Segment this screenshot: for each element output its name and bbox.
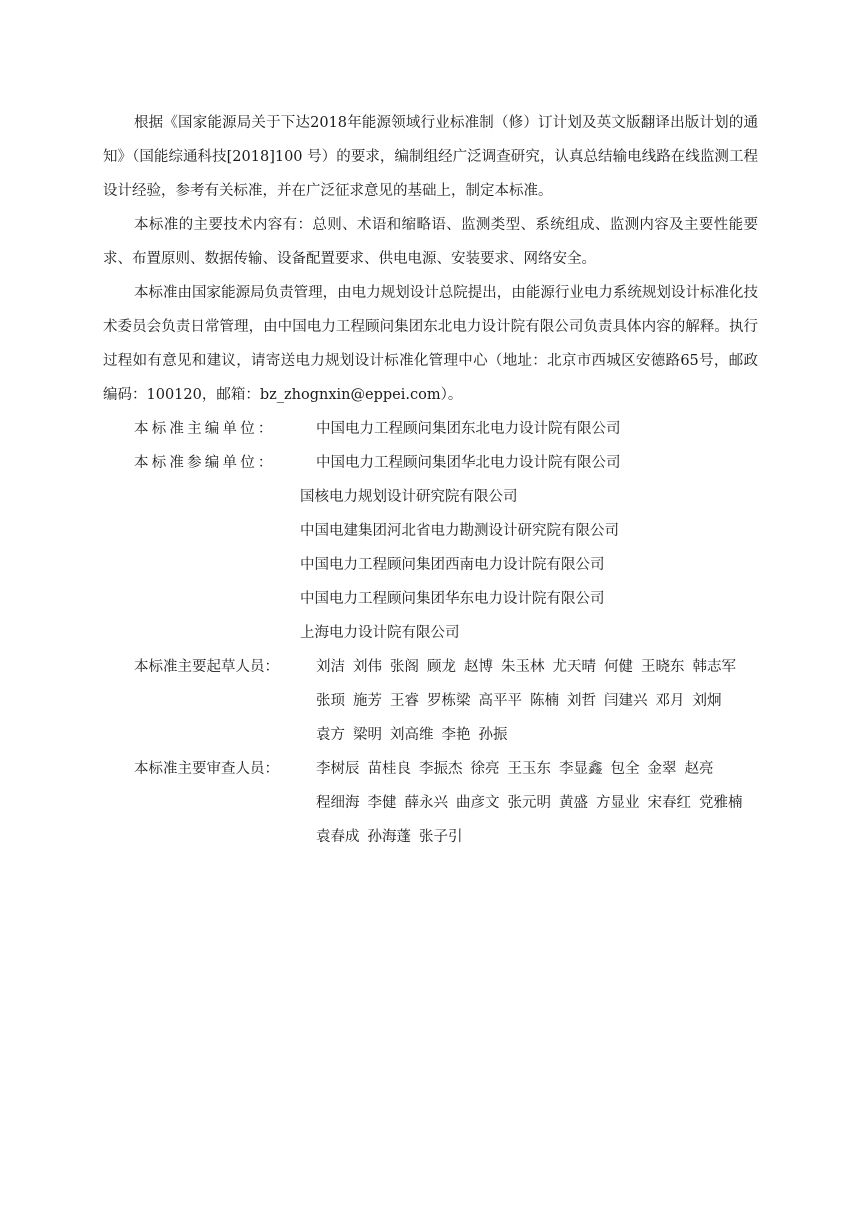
paragraph-main-content: 本标准的主要技术内容有：总则、术语和缩略语、监测类型、系统组成、监测内容及主要性能要求、布置原则、数据传输、设备配置要求、供电电源、安装要求、网络安全。	[103, 217, 758, 267]
participating-unit: 中国电力工程顾问集团华北电力设计院有限公司	[316, 455, 621, 471]
person-name: 刘高维	[390, 727, 434, 743]
person-name: 张子引	[419, 829, 463, 845]
person-name: 刘洁	[316, 659, 345, 675]
person-name: 张元明	[507, 795, 551, 811]
person-name: 宋春红	[647, 795, 691, 811]
person-name: 袁春成	[316, 829, 360, 845]
person-name: 程细海	[316, 795, 360, 811]
person-name: 高平平	[478, 693, 522, 709]
person-name: 张阁	[390, 659, 419, 675]
drafters-names	[316, 650, 758, 752]
person-name: 罗栋梁	[427, 693, 471, 709]
participating-unit: 中国电力工程顾问集团西南电力设计院有限公司	[300, 557, 605, 573]
person-name: 施芳	[353, 693, 382, 709]
person-name: 孙海蓬	[367, 829, 411, 845]
person-name: 徐亮	[470, 761, 500, 777]
participating-unit: 国核电力规划设计研究院有限公司	[300, 489, 518, 505]
person-name: 方显业	[596, 795, 640, 811]
person-name: 尤天晴	[552, 659, 596, 675]
person-name: 李振杰	[419, 761, 463, 777]
person-name: 李艳	[441, 727, 471, 743]
chief-editor-value: 中国电力工程顾问集团东北电力设计院有限公司	[316, 421, 621, 437]
person-name: 党雅楠	[699, 795, 743, 811]
participating-units-list	[103, 480, 758, 650]
person-name: 刘哲	[567, 693, 596, 709]
person-name: 赵亮	[684, 761, 714, 777]
person-name: 王睿	[390, 693, 419, 709]
person-name: 苗桂良	[367, 761, 411, 777]
reviewers-names	[316, 752, 758, 854]
person-name: 李健	[367, 795, 397, 811]
chief-editor-label: 本标准主编单位：	[134, 421, 276, 437]
person-name: 孙振	[478, 727, 508, 743]
participating-units-label: 本标准参编单位：	[134, 455, 276, 471]
person-name: 刘炯	[692, 693, 722, 709]
reviewers-row	[103, 752, 758, 854]
person-name: 王晓东	[641, 659, 685, 675]
person-name: 金翠	[647, 761, 677, 777]
drafters-label: 本标准主要起草人员：	[134, 659, 279, 675]
person-name: 韩志军	[692, 659, 736, 675]
person-name: 梁明	[353, 727, 382, 743]
person-name: 李树辰	[316, 761, 360, 777]
chief-editor-row	[103, 412, 758, 446]
paragraph-basis: 根据《国家能源局关于下达2018年能源领域行业标准制（修）订计划及英文版翻译出版计划的通知》（国能综通科技[2018]100 号）的要求，编制组经广泛调查研究，认真总结输电线路在线监测工程设计经验，参考有关标准，并在广泛征求意见的基础上，制定本标准。	[103, 115, 758, 199]
person-name: 刘伟	[353, 659, 382, 675]
participating-unit: 中国电建集团河北省电力勘测设计研究院有限公司	[300, 523, 619, 539]
person-name: 邓月	[655, 693, 685, 709]
preface-content	[103, 106, 758, 854]
person-name: 袁方	[316, 727, 345, 743]
person-name: 朱玉林	[501, 659, 545, 675]
paragraph-management: 本标准由国家能源局负责管理，由电力规划设计总院提出，由能源行业电力系统规划设计标准化技术委员会负责日常管理，由中国电力工程顾问集团东北电力设计院有限公司负责具体内容的解释。执行过程如有意见和建议，请寄送电力规划设计标准化管理中心（地址：北京市西城区安德路65号，邮政编码：100120，邮箱：bz_zhognxin@eppei.com）。	[103, 285, 758, 403]
person-name: 顾龙	[427, 659, 456, 675]
person-name: 薛永兴	[404, 795, 448, 811]
drafters-row	[103, 650, 758, 752]
person-name: 何健	[604, 659, 633, 675]
reviewers-label: 本标准主要审查人员：	[134, 761, 279, 777]
person-name: 包全	[610, 761, 640, 777]
person-name: 曲彦文	[456, 795, 500, 811]
person-name: 李显鑫	[559, 761, 603, 777]
person-name: 张顼	[316, 693, 345, 709]
person-name: 闫建兴	[604, 693, 648, 709]
person-name: 黄盛	[559, 795, 588, 811]
participating-units-row	[103, 446, 758, 480]
person-name: 王玉东	[507, 761, 551, 777]
participating-unit: 中国电力工程顾问集团华东电力设计院有限公司	[300, 591, 605, 607]
person-name: 赵博	[464, 659, 493, 675]
person-name: 陈楠	[530, 693, 559, 709]
participating-unit: 上海电力设计院有限公司	[300, 625, 460, 641]
